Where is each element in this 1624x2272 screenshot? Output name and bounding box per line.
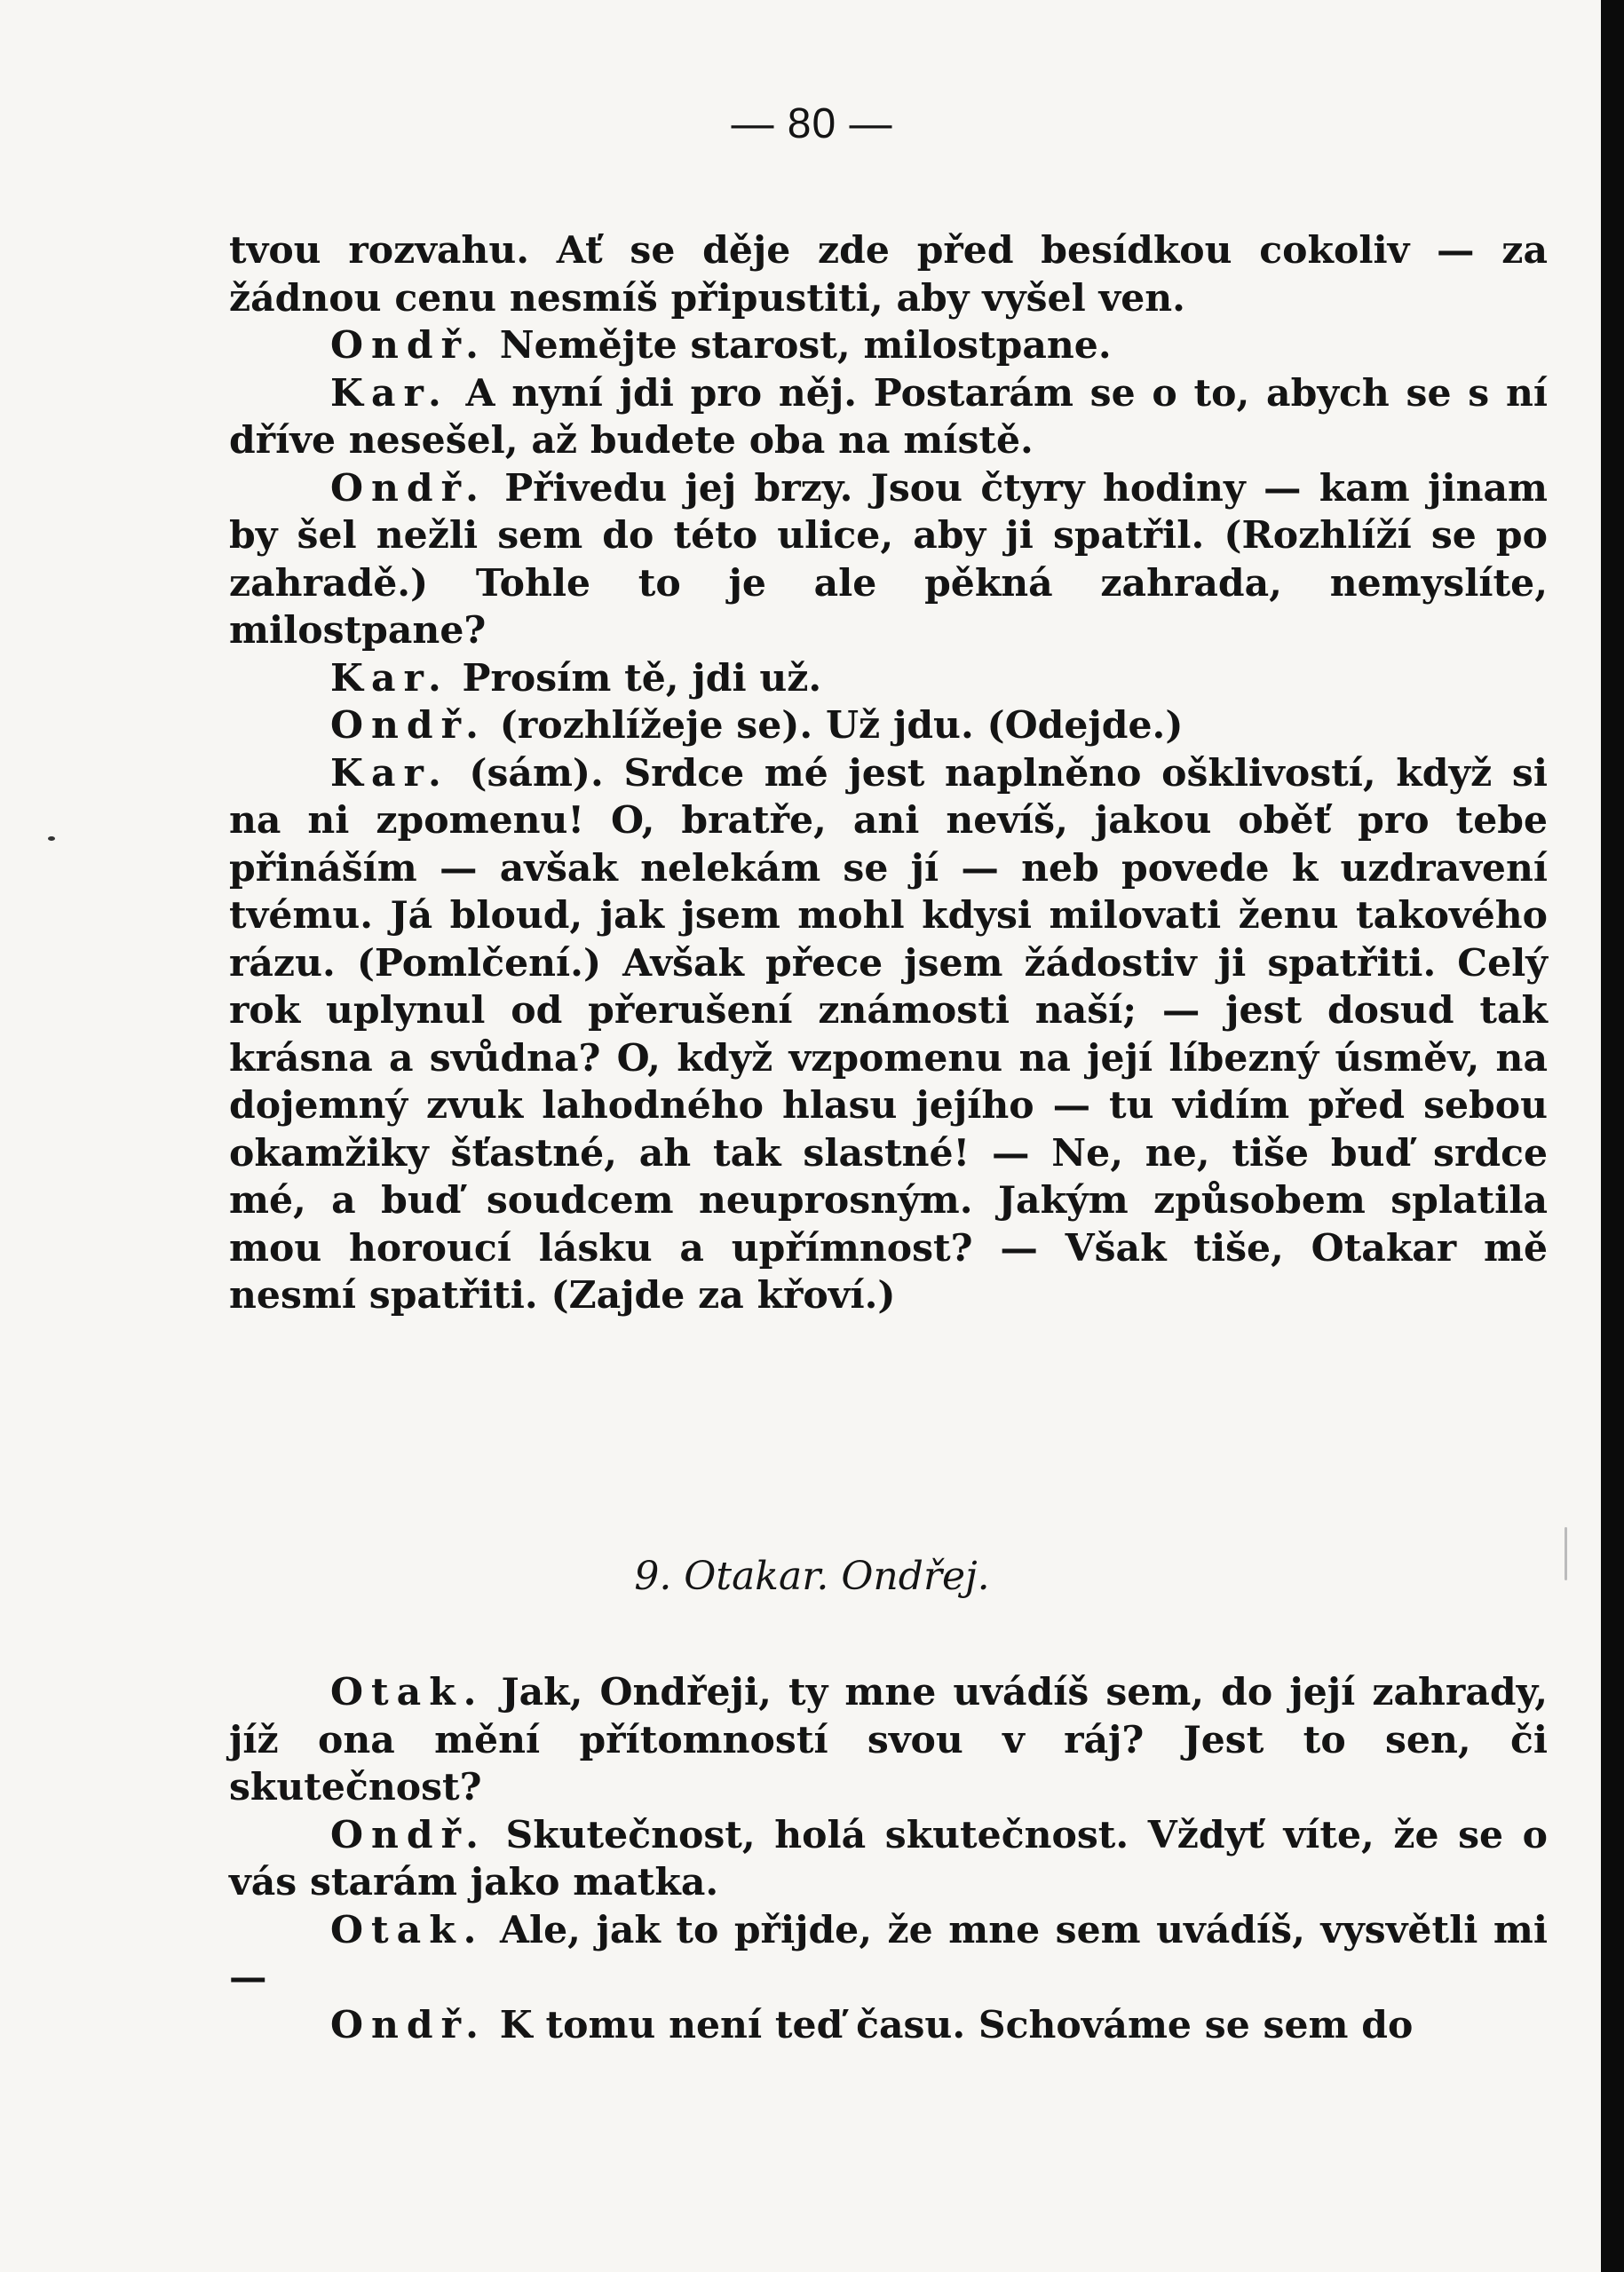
speaker-name: Ondř.: [330, 2002, 487, 2047]
paragraph: [229, 2002, 1548, 2050]
paragraph-text: Skutečnost, holá skutečnost. Vždyť víte, že se o vás starám jako matka.: [229, 1812, 1548, 1904]
dialogue-block-bottom: [229, 1669, 1548, 2049]
speaker-name: Ondř.: [330, 1812, 487, 1857]
print-speck: [48, 836, 55, 841]
paragraph: [229, 370, 1548, 465]
dialogue-block-top: [229, 227, 1548, 1320]
speaker-name: Otak.: [330, 1907, 485, 1952]
paragraph: [229, 702, 1548, 750]
paragraph: [229, 655, 1548, 703]
paragraph-text: Jak, Ondřeji, ty mne uvádíš sem, do její zahrady, jíž ona mění přítomností svou v ráj? Jest to sen, či skutečnost?: [229, 1670, 1548, 1809]
speaker-name: Ondř.: [330, 703, 487, 748]
page-edge-shadow: [1601, 0, 1624, 2272]
paragraph: [229, 750, 1548, 1320]
speaker-name: Kar.: [330, 655, 449, 701]
speaker-name: Kar.: [330, 370, 449, 416]
speaker-name: Ondř.: [330, 465, 487, 511]
print-speck: [1565, 1527, 1567, 1580]
paragraph-text: tvou rozvahu. Ať se děje zde před besídkou cokoliv — za žádnou cenu nesmíš připustiti, aby vyšel ven.: [229, 228, 1548, 321]
speaker-name: Kar.: [330, 750, 449, 796]
paragraph-text: Ale, jak to přijde, že mne sem uvádíš, vysvětli mi —: [229, 1907, 1548, 1999]
paragraph-text: (rozhlížeje se). Už jdu. (Odejde.): [486, 703, 1184, 748]
paragraph-text: Přivedu jej brzy. Jsou čtyry hodiny — kam jinam by šel nežli sem do této ulice, aby ji spatřil. (Rozhlíží se po zahradě.) Tohle to je ale pěkná zahrada, nemyslíte, milostpane?: [229, 465, 1548, 653]
paragraph: [229, 322, 1548, 370]
speaker-name: Ondř.: [330, 323, 487, 368]
paragraph: [229, 1669, 1548, 1812]
paragraph-text: Prosím tě, jdi už.: [448, 655, 822, 701]
paragraph: [229, 1907, 1548, 2002]
scene-heading: 9. Otakar. Ondřej.: [634, 1554, 990, 1599]
paragraph: [229, 465, 1548, 655]
paragraph: [229, 1812, 1548, 1907]
paragraph: [229, 227, 1548, 322]
page-number: — 80 —: [731, 100, 893, 147]
speaker-name: Otak.: [330, 1670, 485, 1714]
paragraph-text: K tomu není teď času. Schováme se sem do: [486, 2002, 1414, 2047]
paragraph-text: A nyní jdi pro něj. Postarám se o to, abych se s ní dříve nesešel, až budete oba na místě.: [229, 370, 1548, 463]
paragraph-text: (sám). Srdce mé jest naplněno ošklivostí, když si na ni zpomenu! O, bratře, ani nevíš, jakou oběť pro tebe přináším — avšak nelekám se jí — neb povede k uzdravení tvému. Já bloud, jak jsem mohl kdysi milovati ženu takového rázu. (Pomlčení.) Avšak přece jsem žádostiv ji spatřiti. Celý rok uplynul od přerušení známosti naší; — jest dosud tak krásna a svůdna? O, když vzpomenu na její líbezný úsměv, na dojemný zvuk lahodného hlasu jejího — tu vidím před sebou okamžiky šťastné, ah tak slastné! — Ne, ne, tiše buď srdce mé, a buď soudcem neuprosným. Jakým způsobem splatila mou horoucí lásku a upřímnost? — Však tiše, Otakar mě nesmí spatřiti. (Zajde za křoví.): [229, 750, 1548, 1318]
paragraph-text: Nemějte starost, milostpane.: [486, 323, 1112, 368]
